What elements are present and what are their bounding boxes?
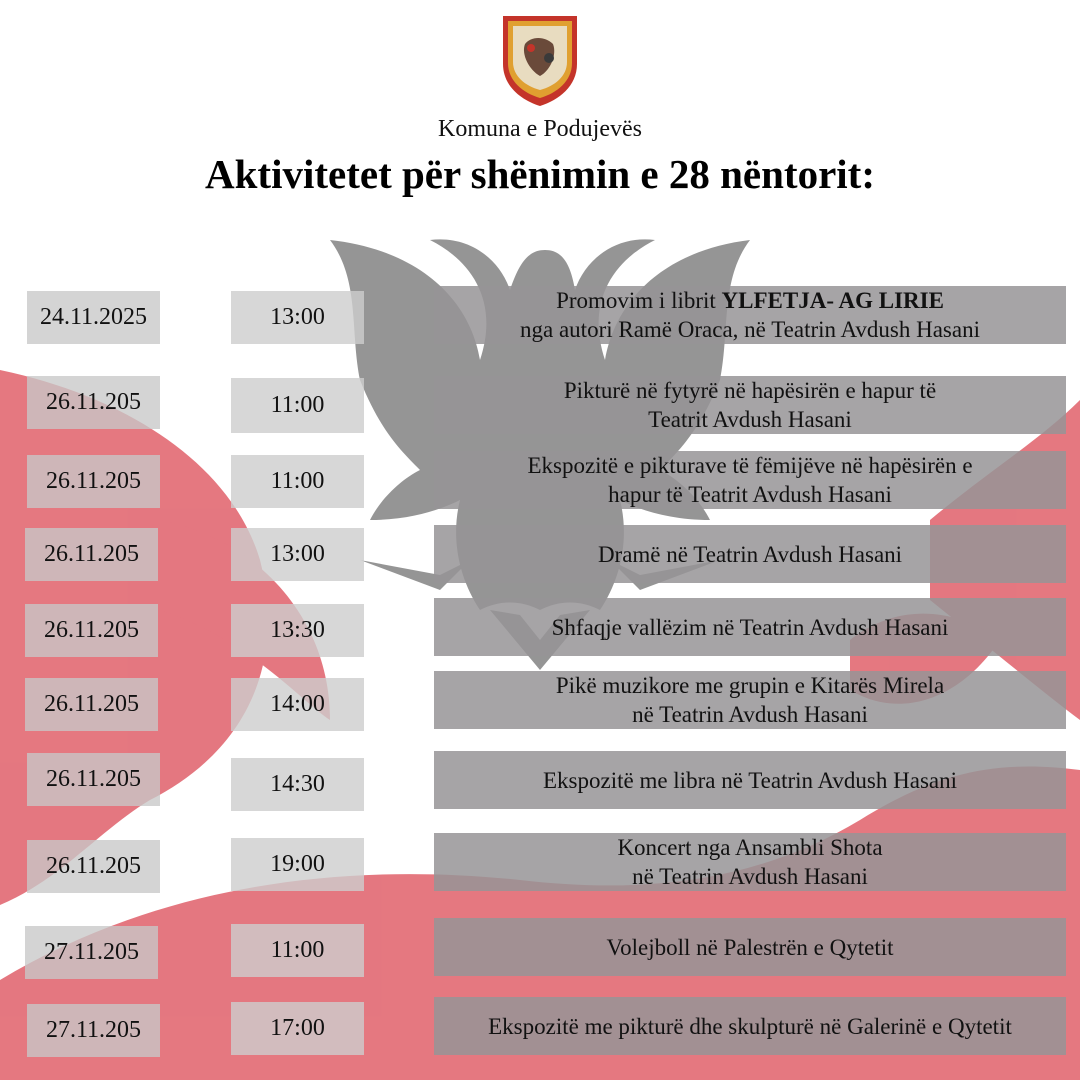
event-date: 27.11.205 <box>27 1004 160 1057</box>
event-description <box>434 997 1066 1055</box>
event-time: 17:00 <box>231 1002 364 1055</box>
event-desc-text: hapur të Teatrit Avdush Hasani <box>608 482 892 507</box>
event-date: 26.11.205 <box>25 528 158 581</box>
event-desc-text: në Teatrin Avdush Hasani <box>632 702 868 727</box>
event-time: 13:00 <box>231 291 364 344</box>
event-desc-text: Ekspozitë me pikturë dhe skulpturë në Galerinë e Qytetit <box>488 1013 1012 1039</box>
event-date: 26.11.205 <box>27 376 160 429</box>
event-desc-text: në Teatrin Avdush Hasani <box>632 864 868 889</box>
event-description <box>434 525 1066 583</box>
event-date: 24.11.2025 <box>27 291 160 344</box>
event-time: 19:00 <box>231 838 364 891</box>
event-time: 13:00 <box>231 528 364 581</box>
event-time: 14:30 <box>231 758 364 811</box>
event-desc-text: Dramë në Teatrin Avdush Hasani <box>597 541 903 567</box>
event-desc-text: Ekspozitë me libra në Teatrin Avdush Hasani <box>543 767 957 793</box>
event-desc-text: Promovim i librit <box>556 288 722 313</box>
event-time: 14:00 <box>231 678 364 731</box>
event-desc-text: Ekspozitë e pikturave të fëmijëve në hapësirën e <box>527 453 973 478</box>
event-date: 26.11.205 <box>25 678 158 731</box>
event-time: 11:00 <box>231 455 364 508</box>
event-description <box>434 751 1066 809</box>
event-desc-text: Pikturë në fytyrë në hapësirën e hapur të <box>563 378 937 403</box>
event-desc-text: Shfaqje vallëzim në Teatrin Avdush Hasani <box>551 614 949 640</box>
event-time: 11:00 <box>231 378 364 433</box>
event-description <box>434 286 1066 344</box>
event-description <box>434 598 1066 656</box>
event-date: 26.11.205 <box>27 455 160 508</box>
event-description <box>434 451 1066 509</box>
event-desc-text: Pikë muzikore me grupin e Kitarës Mirela <box>555 673 945 698</box>
event-date: 26.11.205 <box>27 753 160 806</box>
event-description <box>434 671 1066 729</box>
event-desc-text: nga autori Ramë Oraca, në Teatrin Avdush Hasani <box>520 317 980 342</box>
event-desc-text: Koncert nga Ansambli Shota <box>617 835 883 860</box>
event-time: 13:30 <box>231 604 364 657</box>
event-desc-text: Volejboll në Palestrën e Qytetit <box>606 934 894 960</box>
event-time: 11:00 <box>231 924 364 977</box>
municipality-name: Komuna e Podujevës <box>438 116 642 142</box>
event-description <box>434 918 1066 976</box>
event-date: 26.11.205 <box>25 604 158 657</box>
event-description <box>434 833 1066 891</box>
event-date: 27.11.205 <box>25 926 158 979</box>
event-date: 26.11.205 <box>27 840 160 893</box>
event-description <box>434 376 1066 434</box>
book-title: YLFETJA- AG LIRIE <box>721 288 944 313</box>
event-desc-text: Teatrit Avdush Hasani <box>648 407 852 432</box>
municipality-crest <box>501 14 579 108</box>
page-title: Aktivitetet për shënimin e 28 nëntorit: <box>205 151 875 197</box>
